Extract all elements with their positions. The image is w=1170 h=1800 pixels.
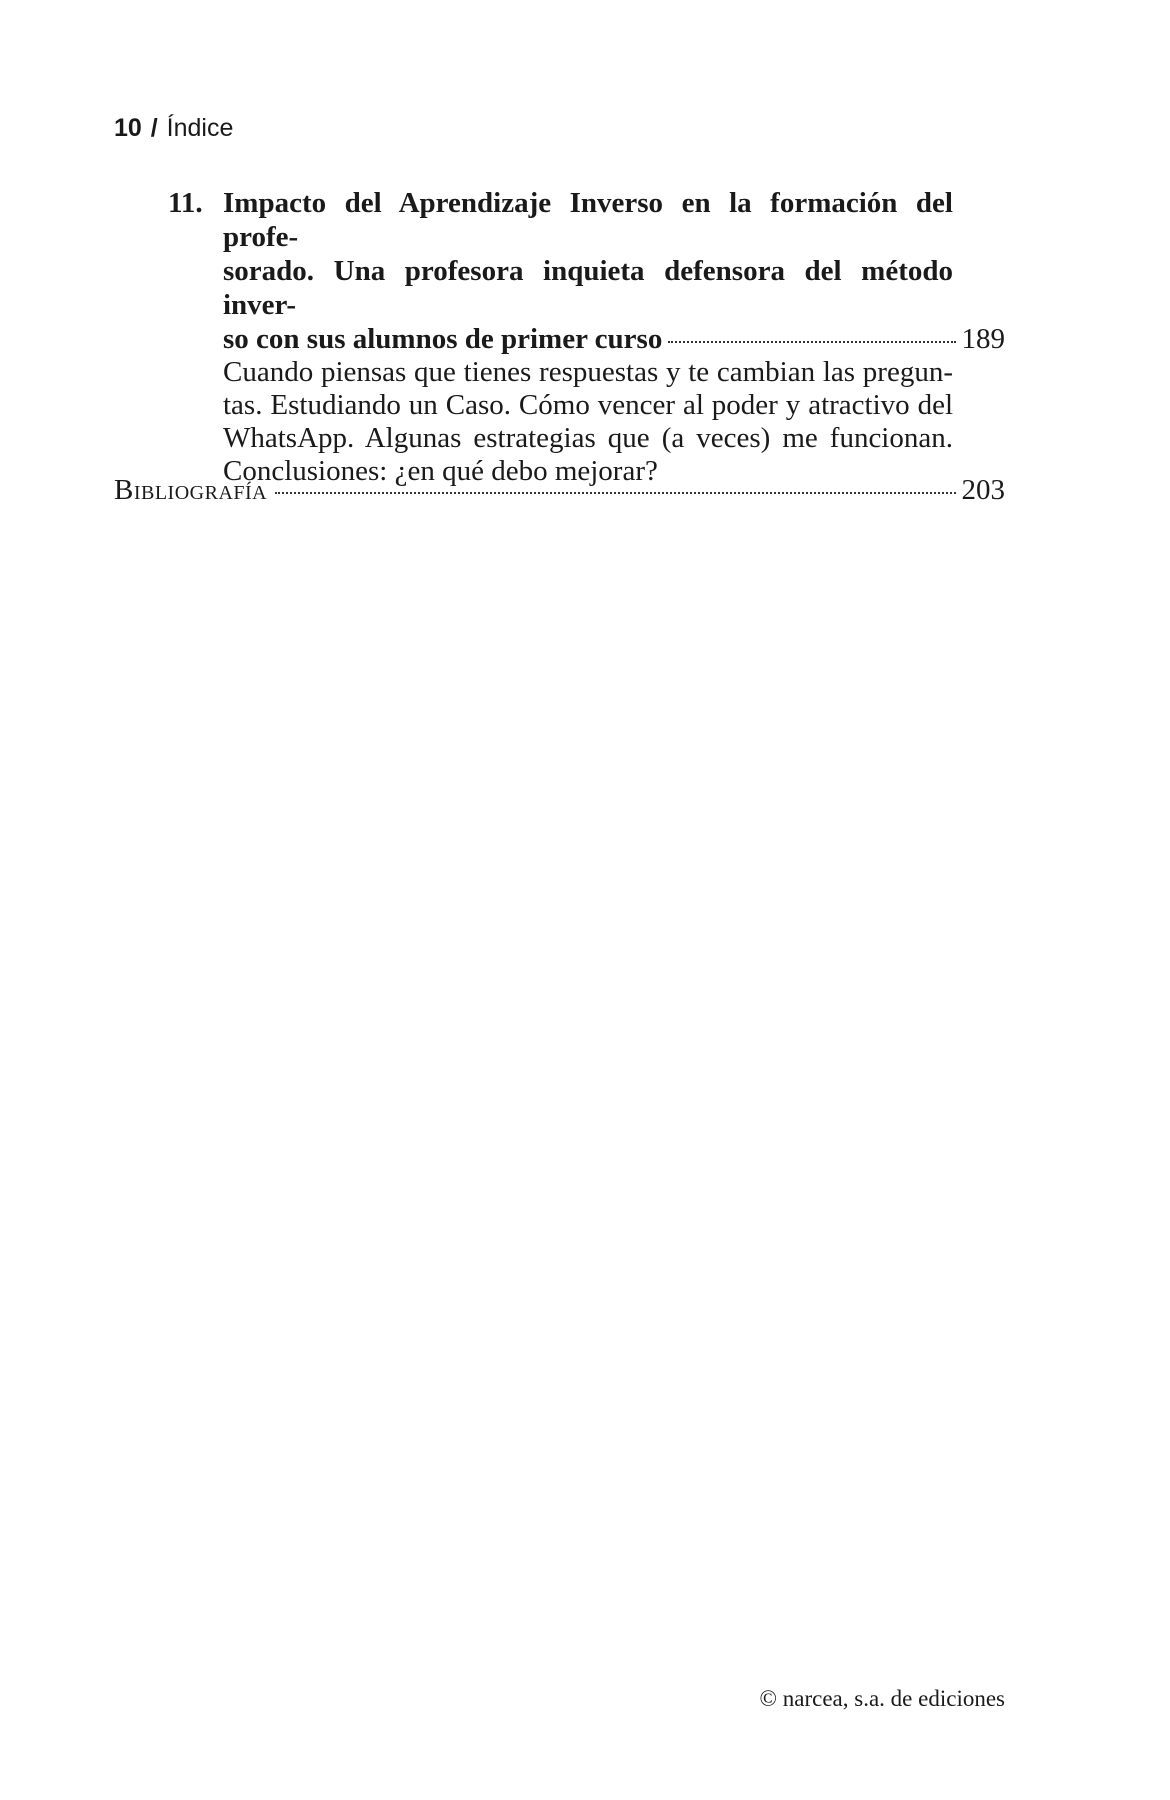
chapter-title: [223, 186, 953, 322]
chapter-description: [223, 356, 953, 488]
chapter-title-line: Impacto del Aprendizaje Inverso en la formación del profe-: [223, 187, 953, 253]
chapter-leader-line: [223, 322, 1005, 356]
dot-leader: [668, 341, 955, 343]
description-line: Conclusiones: ¿en qué debo mejorar?: [223, 455, 658, 487]
chapter-body: [223, 186, 1005, 488]
description-line: tas. Estudiando un Caso. Cómo vencer al poder y atractivo del: [223, 389, 953, 421]
chapter-number: 11.: [168, 187, 203, 219]
copyright-footer: © narcea, s.a. de ediciones: [759, 1686, 1005, 1711]
bibliography-label: Bibliografía: [114, 474, 268, 506]
description-line: Cuando piensas que tienes respuestas y te cambian las pregun-: [223, 356, 953, 388]
running-head-section: Índice: [166, 114, 234, 142]
running-head-separator: /: [150, 114, 158, 142]
running-head: [114, 112, 233, 144]
chapter-title-line: so con sus alumnos de primer curso: [223, 323, 663, 355]
chapter-page-number: 189: [961, 323, 1005, 355]
chapter-title-line: sorado. Una profesora inquieta defensora del método inver-: [223, 255, 953, 321]
toc-entry-bibliography[interactable]: [114, 474, 1005, 507]
dot-leader: [275, 492, 955, 494]
bibliography-page-number: 203: [961, 474, 1005, 506]
page-number: 10: [114, 114, 142, 142]
description-line: WhatsApp. Algunas estrategias que (a veces) me funcionan.: [223, 422, 953, 454]
